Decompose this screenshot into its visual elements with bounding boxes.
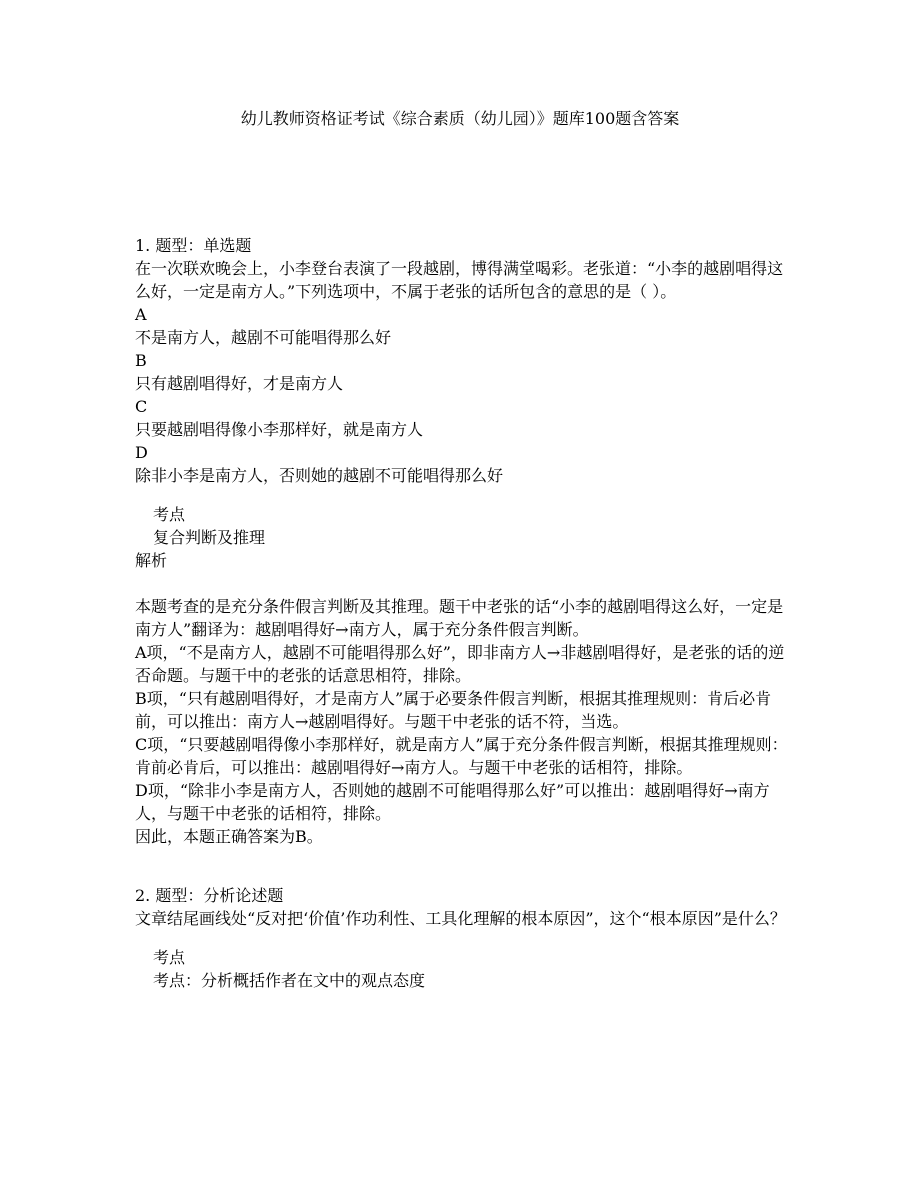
option-c-text: 只要越剧唱得像小李那样好，就是南方人: [135, 420, 424, 439]
option-a-letter: A: [135, 305, 147, 324]
question-2: [135, 884, 790, 992]
question-1: [135, 234, 790, 848]
jiexi-paragraph: 因此，本题正确答案为B。: [135, 827, 323, 846]
spacer: [135, 487, 790, 503]
question-header: 2. 题型：分析论述题: [135, 886, 284, 905]
document-title: 幼儿教师资格证考试《综合素质（幼儿园）》题库100题含答案: [240, 109, 680, 128]
option-c-letter: C: [135, 397, 148, 416]
question-stem: 文章结尾画线处“反对把‘价值’作功利性、工具化理解的根本原因”，这个“根本原因”是什么？: [135, 909, 786, 928]
jiexi-paragraph: D项，“除非小李是南方人，否则她的越剧不可能唱得那么好”可以推出：越剧唱得好→南方人，与题干中老张的话相符，排除。: [135, 781, 770, 823]
question-header: 1. 题型：单选题: [135, 236, 252, 255]
spacer: [135, 930, 790, 946]
option-d-text: 除非小李是南方人，否则她的越剧不可能唱得那么好: [135, 466, 504, 485]
jiexi-paragraph: B项，“只有越剧唱得好，才是南方人”属于必要条件假言判断，根据其推理规则：肯后必肯前，可以推出：南方人→越剧唱得好。与题干中老张的话不符，当选。: [135, 689, 772, 731]
kaodian-value: 复合判断及推理: [153, 528, 266, 547]
spacer: [135, 848, 790, 884]
jiexi-paragraph: A项，“不是南方人，越剧不可能唱得那么好”，即非南方人→非越剧唱得好，是老张的话的逆否命题。与题干中的老张的话意思相符，排除。: [135, 643, 785, 685]
option-a-text: 不是南方人，越剧不可能唱得那么好: [135, 328, 392, 347]
kaodian-label: 考点: [153, 505, 186, 524]
kaodian-value: 考点：分析概括作者在文中的观点态度: [153, 971, 426, 990]
jiexi-paragraph: 本题考查的是充分条件假言判断及其推理。题干中老张的话“小李的越剧唱得这么好，一定是南方人”翻译为：越剧唱得好→南方人，属于充分条件假言判断。: [135, 597, 784, 639]
option-d-letter: D: [135, 443, 148, 462]
option-b-text: 只有越剧唱得好，才是南方人: [135, 374, 344, 393]
spacer: [135, 572, 790, 595]
document-content: [135, 234, 790, 992]
option-b-letter: B: [135, 351, 147, 370]
jiexi-paragraph: C项，“只要越剧唱得像小李那样好，就是南方人”属于充分条件假言判断，根据其推理规则：肯前必肯后，可以推出：越剧唱得好→南方人。与题干中老张的话相符，排除。: [135, 735, 788, 777]
question-stem: 在一次联欢晚会上，小李登台表演了一段越剧，博得满堂喝彩。老张道：“小李的越剧唱得这么好，一定是南方人。”下列选项中，不属于老张的话所包含的意思的是（ ）。: [135, 259, 784, 301]
kaodian-label: 考点: [153, 948, 186, 967]
jiexi-label: 解析: [135, 551, 168, 570]
